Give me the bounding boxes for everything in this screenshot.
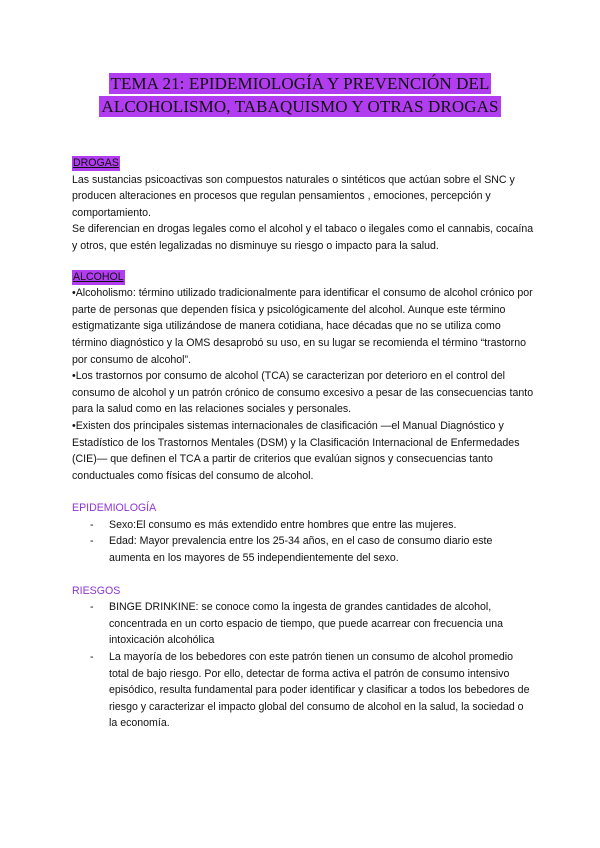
document-body: [72, 155, 534, 732]
section-drogas: [72, 155, 534, 255]
dash-bullet: -: [90, 518, 94, 531]
list-item-text: Edad: Mayor prevalencia entre los 25-34 años, en el caso de consumo diario este aumenta en los mayores de 55 independientemente del sexo.: [109, 535, 493, 565]
title-line-2: ALCOHOLISMO, TABAQUISMO Y OTRAS DROGAS: [101, 97, 499, 116]
riesgos-list: [72, 599, 534, 732]
dash-bullet: -: [90, 535, 94, 548]
list-item: [72, 599, 534, 649]
heading-epidemiologia: EPIDEMIOLOGÍA: [72, 502, 157, 515]
list-item: [72, 533, 534, 566]
heading-alcohol: ALCOHOL: [73, 270, 124, 283]
list-item: [72, 517, 534, 534]
dash-bullet: -: [90, 651, 94, 664]
list-item-text: Sexo:El consumo es más extendido entre hombres que entre las mujeres.: [109, 518, 457, 531]
list-item-text: BINGE DRINKINE: se conoce como la ingesta de grandes cantidades de alcohol, concentrada en un corto espacio de tiempo, que puede acarrear con frecuencia una intoxicación alcohólica: [109, 601, 503, 647]
dash-bullet: -: [90, 601, 94, 614]
list-item: [72, 649, 534, 732]
section-riesgos: [72, 583, 534, 732]
heading-riesgos: RIESGOS: [72, 584, 121, 597]
heading-drogas: DROGAS: [73, 157, 119, 169]
title-line-1: TEMA 21: EPIDEMIOLOGÍA Y PREVENCIÓN DEL: [110, 74, 490, 93]
section-alcohol: [72, 269, 534, 485]
section-epidemiologia: [72, 500, 534, 566]
alcohol-paragraph-2: •Los trastornos por consumo de alcohol (TCA) se caracterizan por deterioro en el control del consumo de alcohol y un patrón crónico de consumo excesivo a pesar de las consecuencias tanto para la salud como en las relaciones sociales y personales.: [72, 370, 534, 416]
document-title: [70, 73, 530, 117]
drogas-paragraph-2: Se diferencian en drogas legales como el alcohol y el tabaco o ilegales como el cannabis, cocaína y otros, que estén legalizadas no disminuye su riesgo o impacto para la salud.: [72, 223, 534, 252]
drogas-paragraph-1: Las sustancias psicoactivas son compuestos naturales o sintéticos que actúan sobre el SNC y producen alteraciones en procesos que regulan pensamientos , emociones, percepción y comportamiento.: [72, 173, 515, 219]
alcohol-paragraph-1: •Alcoholismo: término utilizado tradicionalmente para identificar el consumo de alcohol crónico por parte de personas que dependen física y psicológicamente del alcohol. Aunque este término estigmatizante siga utilizándose de manera cotidiana, hace décadas que no se utiliza como término diagnóstico y la OMS desaprobó su uso, en su lugar se recomienda el término “trastorno por consumo de alcohol”.: [72, 287, 533, 366]
list-item-text: La mayoría de los bebedores con este patrón tienen un consumo de alcohol promedio total de bajo riesgo. Por ello, detectar de forma activa el patrón de consumo intensivo episódico, resulta fundamental para poder identificar y clasificar a todos los bebedores de riesgo y caracterizar el impacto global del consumo de alcohol en la salud, la sociedad o la economía.: [109, 651, 530, 730]
epidemiologia-list: [72, 517, 534, 567]
alcohol-paragraph-3: •Existen dos principales sistemas internacionales de clasificación —el Manual Diagnóstico y Estadístico de los Trastornos Mentales (DSM) y la Clasificación Internacional de Enfermedades (CIE)— que definen el TCA a partir de criterios que evalúan signos y consecuencias tanto conductuales como físicas del consumo de alcohol.: [72, 419, 520, 482]
